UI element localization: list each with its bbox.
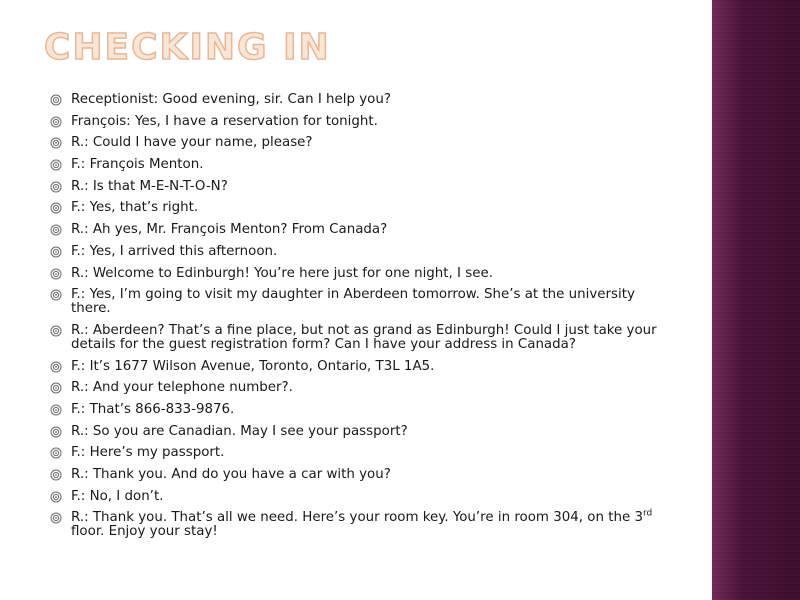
target-bullet-icon (50, 469, 62, 481)
dialogue-line (50, 446, 670, 460)
target-bullet-icon (50, 159, 62, 171)
dialogue-line (50, 201, 670, 215)
dialogue-line (50, 180, 670, 194)
target-bullet-icon (50, 246, 62, 258)
dialogue-line-text: R.: Could I have your name, please? (71, 135, 313, 151)
target-bullet-icon (50, 181, 62, 193)
dialogue-line-text-continued: floor. Enjoy your stay! (71, 524, 218, 540)
dialogue-line (50, 158, 670, 172)
dialogue-line-text: F.: It’s 1677 Wilson Avenue, Toronto, Ontario, T3L 1A5. (71, 358, 435, 374)
dialogue-line (50, 508, 670, 540)
dialogue-line (50, 403, 670, 417)
dialogue-line (50, 381, 670, 395)
dialogue-line-text: F.: Yes, that’s right. (71, 200, 199, 216)
dialogue-line-text: R.: Ah yes, Mr. François Menton? From Canada? (71, 222, 388, 238)
dialogue-line (50, 93, 670, 107)
dialogue-line-text: R.: Welcome to Edinburgh! You’re here just for one night, I see. (71, 265, 493, 281)
slide-title: CHECKING IN (44, 27, 331, 68)
target-bullet-icon (50, 224, 62, 236)
dialogue-line (50, 324, 670, 352)
dialogue-line-superscript: rd (643, 508, 653, 519)
target-bullet-icon (50, 404, 62, 416)
dialogue-line-text: F.: Yes, I’m going to visit my daughter in Aberdeen tomorrow. She’s at the university there. (71, 287, 635, 317)
target-bullet-icon (50, 325, 62, 337)
dialogue-line (50, 425, 670, 439)
dialogue-line (50, 288, 670, 316)
dialogue-line (50, 360, 670, 374)
dialogue-line (50, 490, 670, 504)
target-bullet-icon (50, 202, 62, 214)
dialogue-line (50, 245, 670, 259)
dialogue-line-text: F.: That’s 866-833-9876. (71, 401, 235, 417)
dialogue-line (50, 136, 670, 150)
dialogue-line-text: François: Yes, I have a reservation for tonight. (71, 113, 378, 129)
dialogue-line-text: R.: Aberdeen? That’s a fine place, but not as grand as Edinburgh! Could I just take your details for the guest registration form? Can I have your address in Canada? (71, 322, 657, 352)
dialogue-line-text: F.: Here’s my passport. (71, 445, 225, 461)
target-bullet-icon (50, 512, 62, 524)
target-bullet-icon (50, 116, 62, 128)
target-bullet-icon (50, 94, 62, 106)
dialogue-line-text: F.: Yes, I arrived this afternoon. (71, 243, 278, 259)
target-bullet-icon (50, 491, 62, 503)
dialogue-line-text: R.: So you are Canadian. May I see your passport? (71, 423, 408, 439)
decorative-side-band (712, 0, 800, 600)
target-bullet-icon (50, 361, 62, 373)
dialogue-line-text: R.: And your telephone number?. (71, 380, 293, 396)
dialogue-line-text: R.: Thank you. That’s all we need. Here’s your room key. You’re in room 304, on the 3 (71, 510, 643, 526)
target-bullet-icon (50, 426, 62, 438)
dialogue-line (50, 115, 670, 129)
target-bullet-icon (50, 447, 62, 459)
dialogue-line-text: Receptionist: Good evening, sir. Can I help you? (71, 92, 391, 107)
dialogue-line-text: F.: François Menton. (71, 157, 204, 173)
target-bullet-icon (50, 137, 62, 149)
target-bullet-icon (50, 289, 62, 301)
dialogue-line-text: F.: No, I don’t. (71, 488, 164, 504)
dialogue-line (50, 267, 670, 281)
dialogue-line-text: R.: Is that M-E-N-T-O-N? (71, 178, 228, 194)
target-bullet-icon (50, 268, 62, 280)
dialogue-line (50, 223, 670, 237)
target-bullet-icon (50, 382, 62, 394)
dialogue-line (50, 468, 670, 482)
dialogue-list (50, 93, 670, 547)
dialogue-line-text: R.: Thank you. And do you have a car with you? (71, 467, 391, 482)
